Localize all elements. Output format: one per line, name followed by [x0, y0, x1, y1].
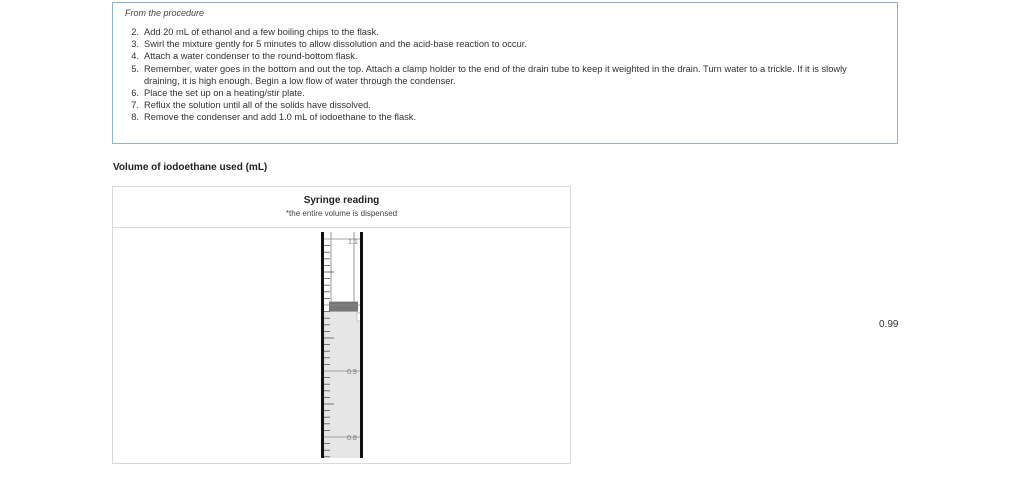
- syringe-note-text: the entire volume is dispensed: [289, 209, 398, 218]
- procedure-step: [125, 26, 885, 38]
- tick-label: 0.9: [347, 369, 357, 376]
- step-number: 2.: [131, 27, 139, 37]
- step-text: Remove the condenser and add 1.0 mL of iodoethane to the flask.: [144, 112, 417, 123]
- step-text: Swirl the mixture gently for 5 minutes to allow dissolution and the acid-base reaction to occur.: [144, 39, 527, 50]
- step-text: Remember, water goes in the bottom and out the top. Attach a clamp holder to the end of the drain tube to keep it weighted in the drain. Turn water to a trickle. If it is slowly draining, it is high enough. Begin a low flow of water through the condenser.: [144, 63, 847, 86]
- step-number: 6.: [131, 88, 139, 99]
- procedure-step: [125, 87, 885, 99]
- procedure-steps: [125, 26, 885, 124]
- step-number: 3.: [131, 39, 139, 50]
- barrel-wall-right: [360, 232, 363, 458]
- syringe-card-header: [113, 187, 570, 228]
- barrel-wall-left: [321, 232, 324, 458]
- tick-label: 1.0: [348, 303, 358, 310]
- step-number: 8.: [131, 112, 139, 123]
- procedure-step: [125, 63, 885, 87]
- tick-label: 1.1: [348, 239, 358, 246]
- step-number: 4.: [131, 51, 139, 62]
- procedure-panel: [112, 2, 898, 144]
- tick-label: 0.8: [347, 435, 357, 442]
- volume-question-label: Volume of iodoethane used (mL): [113, 162, 268, 173]
- syringe-title: Syringe reading: [303, 195, 380, 206]
- syringe-card: [112, 186, 571, 464]
- step-number: 7.: [131, 100, 139, 111]
- procedure-title: From the procedure: [125, 8, 205, 18]
- procedure-step: [125, 99, 885, 111]
- note-asterisk: *: [285, 209, 290, 218]
- step-text: Place the set up on a heating/stir plate.: [144, 88, 305, 99]
- step-number: 5.: [131, 63, 139, 74]
- step-text: Add 20 mL of ethanol and a few boiling chips to the flask.: [144, 27, 379, 37]
- answer-value: 0.99: [879, 319, 899, 330]
- procedure-step: [125, 38, 885, 50]
- syringe-illustration: [313, 229, 373, 463]
- procedure-step: [125, 111, 885, 123]
- syringe-note: [113, 209, 570, 218]
- procedure-step: [125, 50, 885, 62]
- step-text: Reflux the solution until all of the solids have dissolved.: [144, 100, 371, 111]
- step-text: Attach a water condenser to the round-bottom flask.: [144, 51, 358, 62]
